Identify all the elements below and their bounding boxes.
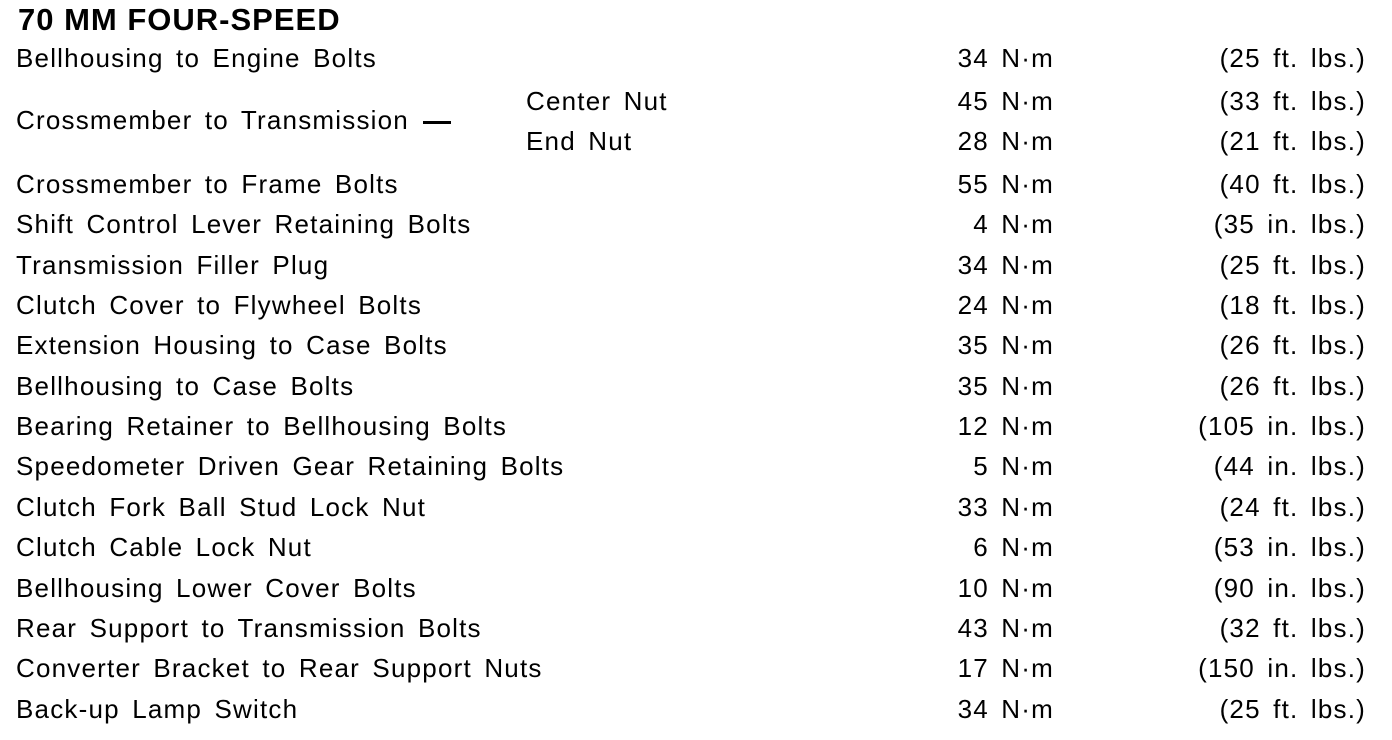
torque-imperial: (26 ft. lbs.) <box>1219 330 1366 360</box>
fastener-name: Speedometer Driven Gear Retaining Bolts <box>16 451 565 481</box>
torque-metric: 34 N·m <box>957 694 1054 724</box>
torque-row <box>0 204 1392 244</box>
torque-imperial: (25 ft. lbs.) <box>1219 43 1366 73</box>
fastener-name: Rear Support to Transmission Bolts <box>16 613 482 643</box>
fastener-name: Bellhousing to Engine Bolts <box>16 43 377 73</box>
torque-row <box>0 608 1392 648</box>
torque-row <box>0 164 1392 204</box>
torque-metric: 4 N·m <box>973 209 1054 239</box>
torque-imperial: (21 ft. lbs.) <box>1219 126 1366 156</box>
fastener-name: Bellhousing Lower Cover Bolts <box>16 573 417 603</box>
torque-imperial: (24 ft. lbs.) <box>1219 492 1366 522</box>
torque-metric: 6 N·m <box>973 532 1054 562</box>
torque-imperial: (25 ft. lbs.) <box>1219 250 1366 280</box>
torque-imperial: (90 in. lbs.) <box>1213 573 1366 603</box>
torque-metric: 35 N·m <box>957 330 1054 360</box>
torque-row <box>0 406 1392 446</box>
fastener-name: Shift Control Lever Retaining Bolts <box>16 209 472 239</box>
torque-imperial: (44 in. lbs.) <box>1213 451 1366 481</box>
torque-row <box>0 38 1392 78</box>
group-label-text: Crossmember to Transmission <box>16 105 409 135</box>
torque-imperial: (18 ft. lbs.) <box>1219 290 1366 320</box>
fastener-name: Converter Bracket to Rear Support Nuts <box>16 653 543 683</box>
torque-imperial: (40 ft. lbs.) <box>1219 169 1366 199</box>
sub-item-name: Center Nut <box>526 86 668 116</box>
torque-imperial: (150 in. lbs.) <box>1198 653 1366 683</box>
torque-imperial: (53 in. lbs.) <box>1213 532 1366 562</box>
torque-imperial: (33 ft. lbs.) <box>1219 86 1366 116</box>
torque-metric: 34 N·m <box>957 250 1054 280</box>
torque-metric: 43 N·m <box>957 613 1054 643</box>
torque-row <box>0 446 1392 486</box>
torque-row <box>0 366 1392 406</box>
torque-metric: 35 N·m <box>957 371 1054 401</box>
fastener-name: Transmission Filler Plug <box>16 250 330 280</box>
torque-row <box>0 527 1392 567</box>
torque-subrow <box>0 81 1392 121</box>
torque-row <box>0 648 1392 688</box>
torque-metric: 33 N·m <box>957 492 1054 522</box>
torque-imperial: (105 in. lbs.) <box>1198 411 1366 441</box>
torque-metric: 12 N·m <box>957 411 1054 441</box>
fastener-name: Clutch Fork Ball Stud Lock Nut <box>16 492 427 522</box>
torque-row <box>0 568 1392 608</box>
torque-row <box>0 487 1392 527</box>
torque-row <box>0 245 1392 285</box>
torque-metric: 55 N·m <box>957 169 1054 199</box>
torque-metric: 34 N·m <box>957 43 1054 73</box>
torque-imperial: (25 ft. lbs.) <box>1219 694 1366 724</box>
torque-row <box>0 689 1392 729</box>
fastener-name: Bearing Retainer to Bellhousing Bolts <box>16 411 508 441</box>
fastener-name: Clutch Cable Lock Nut <box>16 532 312 562</box>
torque-metric: 17 N·m <box>957 653 1054 683</box>
sub-item-name: End Nut <box>526 126 633 156</box>
torque-imperial: (32 ft. lbs.) <box>1219 613 1366 643</box>
fastener-name: Back-up Lamp Switch <box>16 694 299 724</box>
fastener-name: Clutch Cover to Flywheel Bolts <box>16 290 423 320</box>
torque-metric: 45 N·m <box>957 86 1054 116</box>
fastener-name: Extension Housing to Case Bolts <box>16 330 448 360</box>
torque-metric: 10 N·m <box>957 573 1054 603</box>
torque-metric: 28 N·m <box>957 126 1054 156</box>
torque-subrow <box>0 121 1392 161</box>
section-title: 70 MM FOUR-SPEED <box>18 2 341 37</box>
fastener-name: Crossmember to Frame Bolts <box>16 169 399 199</box>
torque-metric: 5 N·m <box>973 451 1054 481</box>
torque-row <box>0 325 1392 365</box>
torque-imperial: (26 ft. lbs.) <box>1219 371 1366 401</box>
fastener-name: Bellhousing to Case Bolts <box>16 371 355 401</box>
torque-row <box>0 285 1392 325</box>
torque-imperial: (35 in. lbs.) <box>1213 209 1366 239</box>
torque-metric: 24 N·m <box>957 290 1054 320</box>
